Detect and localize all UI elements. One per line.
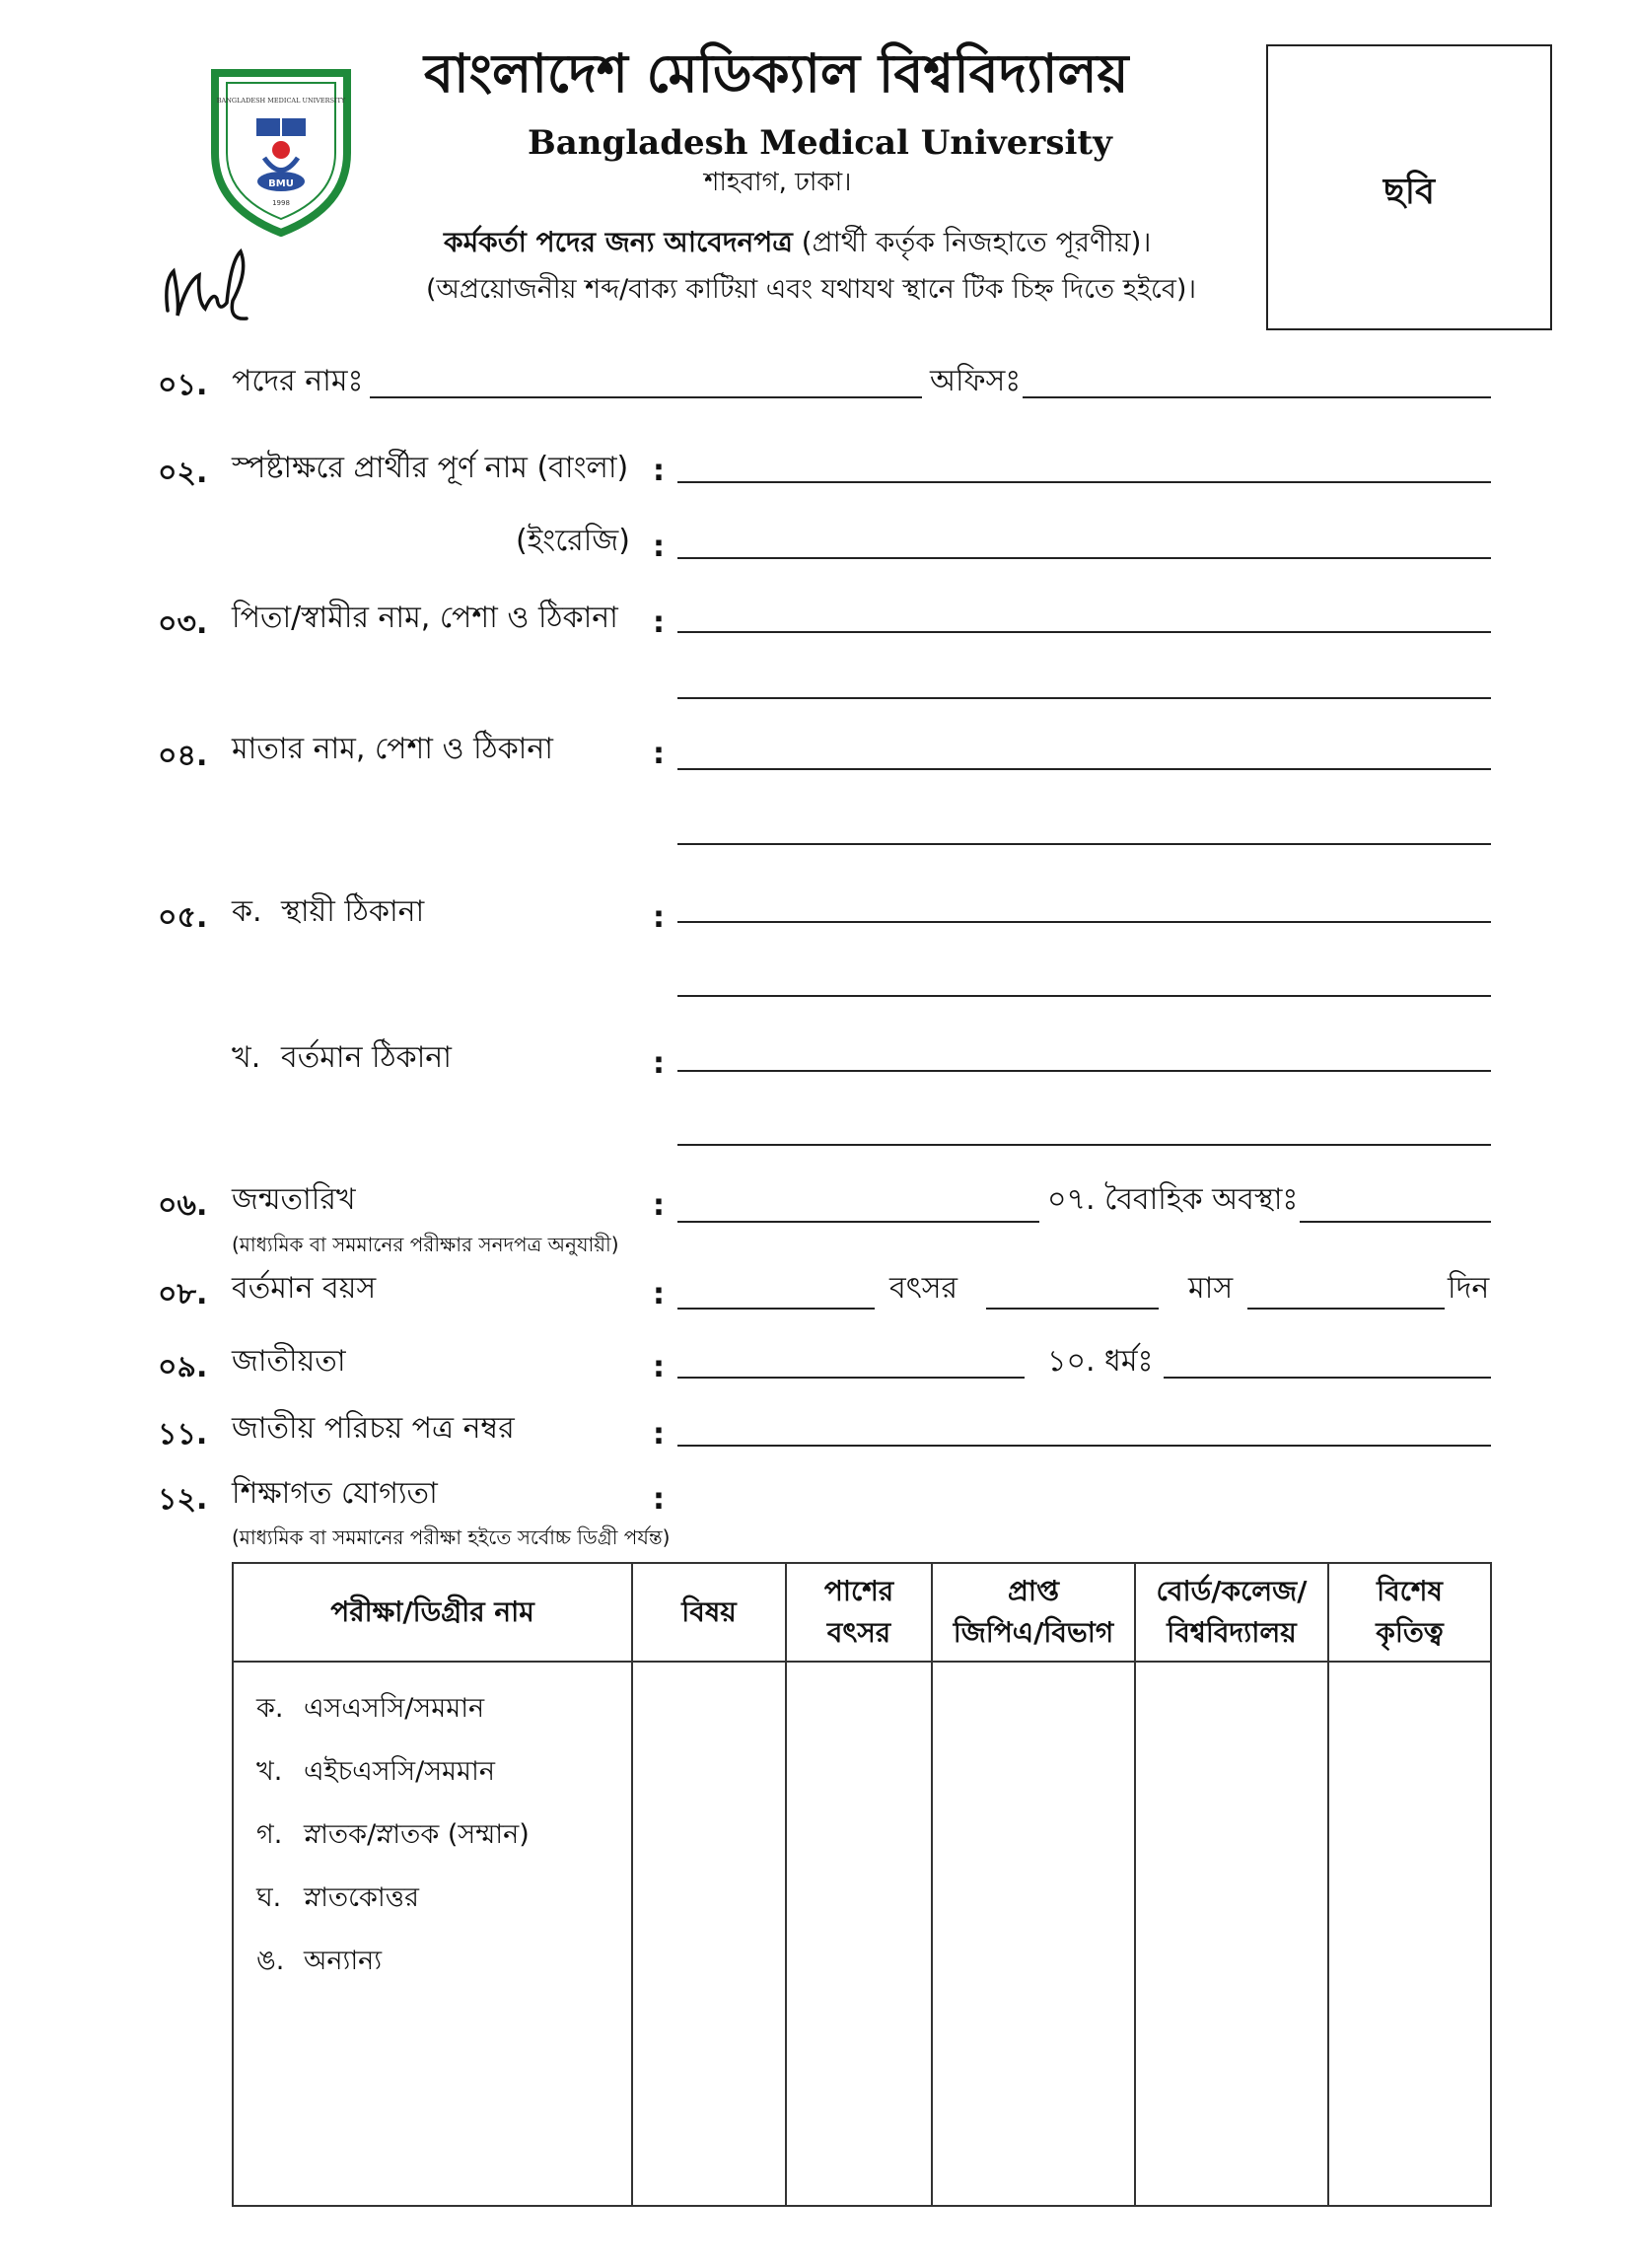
header-exam-name: পরীক্ষা/ডিগ্রীর নাম — [233, 1563, 632, 1662]
field-09-colon: : — [653, 1350, 665, 1384]
full-name-english-line[interactable] — [677, 557, 1491, 559]
photo-label: ছবি — [1383, 172, 1436, 212]
list-item-others — [235, 1930, 630, 1993]
field-02-colon: : — [653, 454, 665, 488]
mother-info-line-2[interactable] — [677, 843, 1491, 845]
hsc-label: এইচএসসি/সমমান — [304, 1756, 495, 1787]
field-12-number: ১২. — [158, 1482, 208, 1517]
education-label: শিক্ষাগত যোগ্যতা — [232, 1476, 438, 1511]
age-years-line[interactable] — [677, 1308, 875, 1310]
religion-line[interactable] — [1164, 1377, 1491, 1379]
age-months-line[interactable] — [986, 1308, 1159, 1310]
passing-year-cell[interactable] — [786, 1662, 932, 2206]
board-college-university-cell[interactable] — [1135, 1662, 1328, 2206]
field-04-label: মাতার নাম, পেশা ও ঠিকানা — [232, 732, 553, 766]
nid-line[interactable] — [677, 1445, 1491, 1447]
post-graduation-label: স্নাতকোত্তর — [304, 1882, 419, 1913]
others-label: অন্যান্য — [304, 1946, 383, 1976]
list-item-ssc — [235, 1677, 630, 1740]
marital-status-line[interactable] — [1300, 1221, 1491, 1223]
form-subtitle-rest: (প্রার্থী কর্তৃক নিজহাতে পূরণীয়)। — [792, 226, 1152, 258]
university-title-bangla: বাংলাদেশ মেডিক্যাল বিশ্ববিদ্যালয় — [424, 42, 1129, 105]
logo-abbr: BMU — [268, 178, 294, 189]
field-05-kha-colon: : — [653, 1046, 665, 1081]
marital-status-label: ০৭. বৈবাহিক অবস্থাঃ — [1047, 1182, 1299, 1217]
field-11-number: ১১. — [158, 1417, 208, 1452]
education-table — [232, 1562, 1492, 2207]
field-01-label: পদের নামঃ — [232, 364, 364, 398]
education-table-header — [233, 1563, 1491, 1662]
post-graduation-marker: ঘ. — [256, 1882, 282, 1913]
permanent-address-line-1[interactable] — [677, 921, 1491, 923]
header-special-achievement: বিশেষ কৃতিত্ব — [1328, 1563, 1491, 1662]
field-03-number: ০৩. — [158, 606, 208, 641]
field-11-colon: : — [653, 1417, 665, 1452]
exam-name-cell — [233, 1662, 632, 2206]
university-logo — [207, 59, 355, 237]
field-01-number: ০১. — [158, 368, 208, 402]
list-item-hsc — [235, 1740, 630, 1804]
post-name-line[interactable] — [370, 396, 922, 398]
form-subtitle — [444, 226, 1152, 258]
header-board-college-university: বোর্ড/কলেজ/ বিশ্ববিদ্যালয় — [1135, 1563, 1328, 1662]
field-09-number: ০৯. — [158, 1350, 208, 1384]
permanent-address-line-2[interactable] — [677, 995, 1491, 997]
birth-date-label: জন্মতারিখ — [232, 1182, 356, 1217]
field-08-colon: : — [653, 1277, 665, 1311]
field-05-ka-marker: ক. — [232, 894, 262, 929]
present-address-line-1[interactable] — [677, 1070, 1491, 1072]
field-02-english-label: (ইংরেজি) — [516, 524, 630, 558]
field-04-number: ০৪. — [158, 739, 208, 773]
age-days-label: দিন — [1448, 1271, 1490, 1306]
field-03-label: পিতা/স্বামীর নাম, পেশা ও ঠিকানা — [232, 601, 618, 635]
office-line[interactable] — [1023, 396, 1491, 398]
handwritten-signature — [158, 242, 266, 335]
logo-top-text: BANGLADESH MEDICAL UNIVERSITY — [216, 97, 346, 105]
photo-box[interactable] — [1266, 44, 1552, 330]
nid-label: জাতীয় পরিচয় পত্র নম্বর — [232, 1411, 515, 1446]
field-05-number: ০৫. — [158, 900, 208, 935]
present-address-line-2[interactable] — [677, 1144, 1491, 1146]
field-04-colon: : — [653, 737, 665, 771]
list-item-graduation — [235, 1804, 630, 1867]
university-address: শাহবাগ, ঢাকা। — [704, 168, 852, 197]
age-years-label: বৎসর — [889, 1271, 958, 1306]
field-08-number: ০৮. — [158, 1277, 208, 1311]
father-info-line-2[interactable] — [677, 697, 1491, 699]
signature-icon — [158, 242, 266, 335]
header-gpa-division: প্রাপ্ত জিপিএ/বিভাগ — [932, 1563, 1135, 1662]
logo-year: 1998 — [272, 199, 290, 207]
nationality-line[interactable] — [677, 1377, 1025, 1379]
field-01-office-label: অফিসঃ — [930, 364, 1022, 398]
field-02-label: স্পষ্টাক্ষরে প্রার্থীর পূর্ণ নাম (বাংলা) — [232, 451, 629, 485]
form-subtitle-bold: কর্মকর্তা পদের জন্য আবেদনপত্র — [444, 226, 793, 258]
current-age-label: বর্তমান বয়স — [232, 1271, 377, 1306]
list-item-post-graduation — [235, 1867, 630, 1930]
gpa-division-cell[interactable] — [932, 1662, 1135, 2206]
field-12-colon: : — [653, 1482, 665, 1517]
graduation-label: স্নাতক/স্নাতক (সম্মান) — [304, 1819, 530, 1850]
father-info-line-1[interactable] — [677, 631, 1491, 633]
field-02-english-colon: : — [653, 530, 665, 564]
education-note: (মাধ্যমিক বা সমমানের পরীক্ষা হইতে সর্বোচ্চ ডিগ্রী পর্যন্ত) — [232, 1525, 671, 1549]
field-02-number: ০২. — [158, 456, 208, 490]
graduation-marker: গ. — [256, 1819, 283, 1850]
age-days-line[interactable] — [1247, 1308, 1445, 1310]
field-05-kha-marker: খ. — [232, 1040, 261, 1075]
field-06-number: ০৬. — [158, 1188, 208, 1223]
special-achievement-cell[interactable] — [1328, 1662, 1491, 2206]
others-marker: ঙ. — [256, 1946, 285, 1976]
hsc-marker: খ. — [256, 1756, 283, 1787]
religion-label: ১০. ধর্মঃ — [1047, 1344, 1154, 1379]
mother-info-line-1[interactable] — [677, 768, 1491, 770]
permanent-address-label: স্থায়ী ঠিকানা — [281, 894, 425, 929]
nationality-label: জাতীয়তা — [232, 1344, 346, 1379]
field-03-colon: : — [653, 605, 665, 640]
header-passing-year: পাশের বৎসর — [786, 1563, 932, 1662]
university-title-english: Bangladesh Medical University — [528, 123, 1112, 163]
subject-cell[interactable] — [632, 1662, 786, 2206]
ssc-label: এসএসসি/সমমান — [304, 1693, 485, 1724]
table-row — [233, 1662, 1491, 2206]
form-instruction: (অপ্রয়োজনীয় শব্দ/বাক্য কাটিয়া এবং যথাযথ স্থানে টিক চিহ্ন দিতে হইবে)। — [426, 274, 1197, 305]
present-address-label: বর্তমান ঠিকানা — [281, 1040, 452, 1075]
birth-date-note: (মাধ্যমিক বা সমমানের পরীক্ষার সনদপত্র অনুযায়ী) — [232, 1233, 619, 1256]
ssc-marker: ক. — [256, 1693, 284, 1724]
logo-shield-icon — [207, 59, 355, 237]
header-subject: বিষয় — [632, 1563, 786, 1662]
birth-date-line[interactable] — [677, 1221, 1039, 1223]
field-05-ka-colon: : — [653, 900, 665, 935]
field-06-colon: : — [653, 1188, 665, 1223]
full-name-bangla-line[interactable] — [677, 481, 1491, 483]
age-months-label: মাস — [1188, 1271, 1234, 1306]
